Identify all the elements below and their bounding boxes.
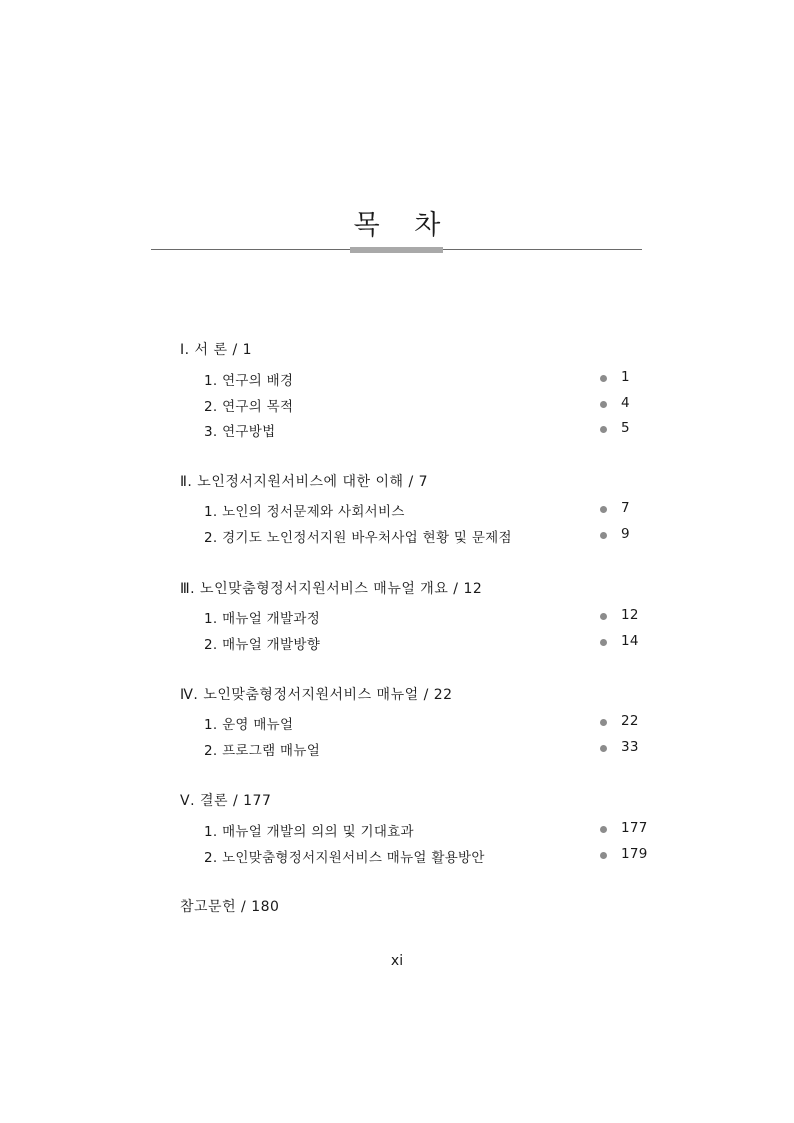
- toc-entry[interactable]: [204, 526, 630, 546]
- chapter-heading[interactable]: Ⅳ. 노인맞춤형정서지원서비스 매뉴얼 / 22: [180, 687, 453, 703]
- entry-label: 2. 노인맞춤형정서지원서비스 매뉴얼 활용방안: [204, 850, 485, 866]
- toc-title: 목 차: [353, 210, 441, 241]
- bullet-dot-icon: [600, 719, 607, 726]
- toc-entry[interactable]: [204, 607, 639, 627]
- toc-entry[interactable]: [204, 846, 648, 866]
- toc-entry[interactable]: [204, 369, 630, 389]
- page-number: xi: [390, 953, 404, 969]
- chapter-heading[interactable]: Ⅰ. 서 론 / 1: [180, 342, 253, 358]
- entry-page: 33: [621, 739, 639, 755]
- entry-label: 1. 매뉴얼 개발과정: [204, 611, 321, 627]
- toc-entry[interactable]: [204, 820, 648, 840]
- bullet-dot-icon: [600, 506, 607, 513]
- chapter-heading[interactable]: Ⅴ. 결론 / 177: [180, 793, 272, 809]
- entry-label: 1. 연구의 배경: [204, 373, 294, 389]
- entry-page: 7: [621, 500, 630, 516]
- bullet-dot-icon: [600, 852, 607, 859]
- entry-page: 9: [621, 526, 630, 542]
- entry-label: 1. 매뉴얼 개발의 의의 및 기대효과: [204, 824, 414, 840]
- entry-page: 22: [621, 713, 639, 729]
- bullet-dot-icon: [600, 426, 607, 433]
- entry-label: 1. 운영 매뉴얼: [204, 717, 294, 733]
- bullet-dot-icon: [600, 613, 607, 620]
- bullet-dot-icon: [600, 401, 607, 408]
- entry-page: 12: [621, 607, 639, 623]
- entry-label: 2. 프로그램 매뉴얼: [204, 743, 321, 759]
- title-rule-accent: [350, 247, 443, 253]
- bullet-dot-icon: [600, 532, 607, 539]
- entry-label: 2. 경기도 노인정서지원 바우처사업 현황 및 문제점: [204, 530, 512, 546]
- entry-page: 179: [621, 846, 648, 862]
- toc-entry[interactable]: [204, 500, 630, 520]
- toc-entry[interactable]: [204, 739, 639, 759]
- entry-label: 2. 매뉴얼 개발방향: [204, 637, 321, 653]
- toc-entry[interactable]: [204, 420, 630, 440]
- entry-page: 4: [621, 395, 630, 411]
- toc-entry[interactable]: [204, 713, 639, 733]
- chapter-heading[interactable]: Ⅲ. 노인맞춤형정서지원서비스 매뉴얼 개요 / 12: [180, 581, 483, 597]
- entry-label: 2. 연구의 목적: [204, 399, 294, 415]
- entry-page: 14: [621, 633, 639, 649]
- chapter-heading[interactable]: Ⅱ. 노인정서지원서비스에 대한 이해 / 7: [180, 474, 429, 490]
- toc-entry[interactable]: [204, 395, 630, 415]
- entry-label: 1. 노인의 정서문제와 사회서비스: [204, 504, 405, 520]
- bullet-dot-icon: [600, 745, 607, 752]
- bullet-dot-icon: [600, 375, 607, 382]
- references-heading[interactable]: 참고문헌 / 180: [180, 899, 280, 915]
- bullet-dot-icon: [600, 639, 607, 646]
- entry-page: 177: [621, 820, 648, 836]
- entry-label: 3. 연구방법: [204, 424, 276, 440]
- toc-entry[interactable]: [204, 633, 639, 653]
- bullet-dot-icon: [600, 826, 607, 833]
- entry-page: 5: [621, 420, 630, 436]
- entry-page: 1: [621, 369, 630, 385]
